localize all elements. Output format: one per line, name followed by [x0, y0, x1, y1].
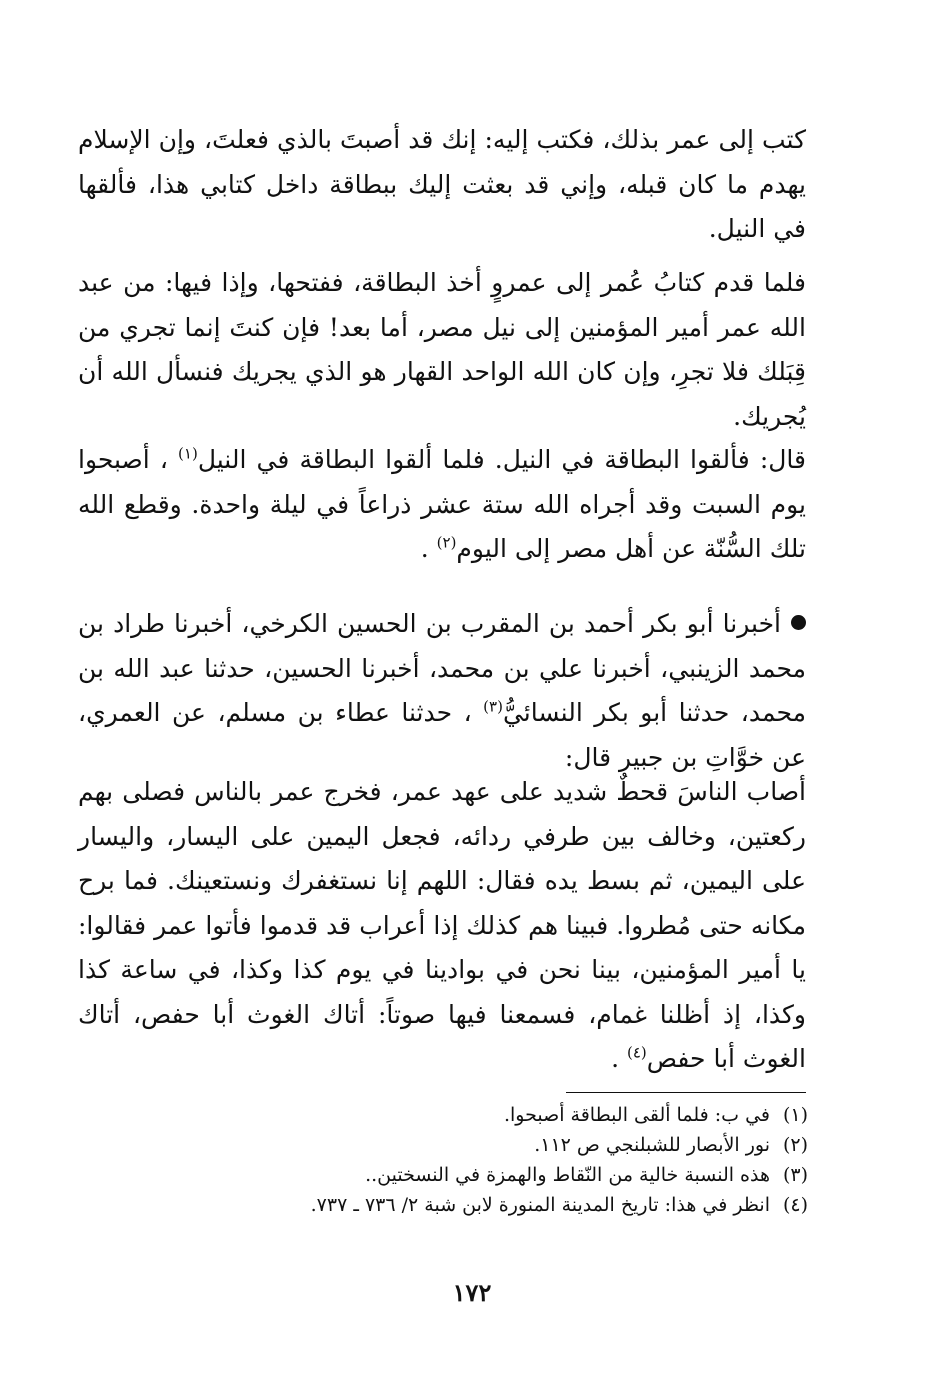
footnote-ref-3[interactable]: (٣) [483, 697, 503, 716]
paragraph-text [78, 602, 806, 780]
paragraph-nile-flow [78, 438, 806, 572]
footnote-text: نور الأبصار للشبلنجي ص ١١٢. [534, 1134, 770, 1156]
paragraph-drought-story [78, 770, 806, 1082]
footnote-text: انظر في هذا: تاريخ المدينة المنورة لابن شبة ٢/ ٧٣٦ ـ ٧٣٧. [310, 1194, 770, 1216]
paragraph-text: فلما قدم كتابُ عُمر إلى عمروٍ أخذ البطاقة، ففتحها، وإذا فيها: من عبد الله عمر أمير المؤمنين إلى نيل مصر، أما بعد! فإن كنتَ إنما تجري من قِبَلك فلا تجرِ، وإن كان الله الواحد القهار هو الذي يجريك فنسأل الله أن يُجريك. [78, 268, 806, 431]
footnote-number: (٣) [782, 1164, 808, 1186]
footnote-text: هذه النسبة خالية من النّقاط والهمزة في النسختين.. [365, 1164, 770, 1186]
footnote-number: (٢) [782, 1134, 808, 1156]
text-segment: أخبرنا أبو بكر أحمد بن المقرب بن الحسين الكرخي، أخبرنا طراد بن محمد الزينبي، أخبرنا علي بن محمد، أخبرنا الحسين، حدثنا عبد الله بن محمد، حدثنا أبو بكر النسائيُّ [78, 609, 806, 727]
footnote-item [200, 1130, 808, 1160]
bullet-icon [791, 615, 806, 630]
footnote-item [200, 1100, 808, 1130]
footnote-ref-1[interactable]: (١) [178, 444, 198, 463]
footnote-number: (١) [782, 1104, 808, 1126]
text-segment: . [611, 1044, 620, 1073]
paragraph-text: كتب إلى عمر بذلك، فكتب إليه: إنك قد أصبتَ بالذي فعلتَ، وإن الإسلام يهدم ما كان قبله، وإني قد بعثت إليك ببطاقة داخل كتابي هذا، فألقها في النيل. [78, 125, 806, 243]
text-segment: ، أصبحوا يوم السبت وقد أجراه الله ستة عشر ذراعاً في ليلة واحدة. وقطع الله تلك السُّنّة عن أهل مصر إلى اليوم [78, 445, 806, 563]
text-segment: أصاب الناسَ قحطٌ شديد على عهد عمر، فخرج عمر بالناس فصلى بهم ركعتين، وخالف بين طرفي ردائه، فجعل اليمين على اليسار، واليسار على اليمين، ثم بسط يده فقال: اللهم إنا نستغفرك ونستعينك. فما برح مكانه حتى مُطروا. فبينا هم كذلك إذا أعراب قد قدموا فأتوا عمر فقالوا: يا أمير المؤمنين، بينا نحن في بوادينا في يوم كذا وكذا، في ساعة كذا وكذا، إذ أظلنا غمام، فسمعنا فيها صوتاً: أتاك الغوث أبا حفص، أتاك الغوث أبا حفص [78, 777, 806, 1073]
text-segment: قال: فألقوا البطاقة في النيل. فلما ألقوا البطاقة في النيل [197, 445, 806, 474]
footnotes-list [200, 1100, 808, 1220]
footnote-ref-2[interactable]: (٢) [436, 533, 457, 552]
footnote-divider [566, 1092, 806, 1093]
footnote-number: (٤) [782, 1194, 808, 1216]
paragraph-text [78, 770, 806, 1082]
footnote-item [200, 1160, 808, 1190]
page-number: ١٧٢ [452, 1278, 492, 1307]
text-segment: ، حدثنا عطاء بن مسلم، عن العمري، عن خوَّاتِ بن جبير قال: [78, 698, 806, 772]
paragraph-isnad [78, 602, 806, 780]
paragraph-card-content [78, 261, 806, 439]
paragraph-letter-reply [78, 118, 806, 252]
footnote-text: في ب: فلما ألقى البطاقة أصبحوا. [503, 1104, 770, 1126]
paragraph-text [78, 438, 806, 572]
text-segment: . [420, 534, 429, 563]
footnote-item [200, 1190, 808, 1220]
footnote-ref-4[interactable]: (٤) [627, 1043, 647, 1062]
